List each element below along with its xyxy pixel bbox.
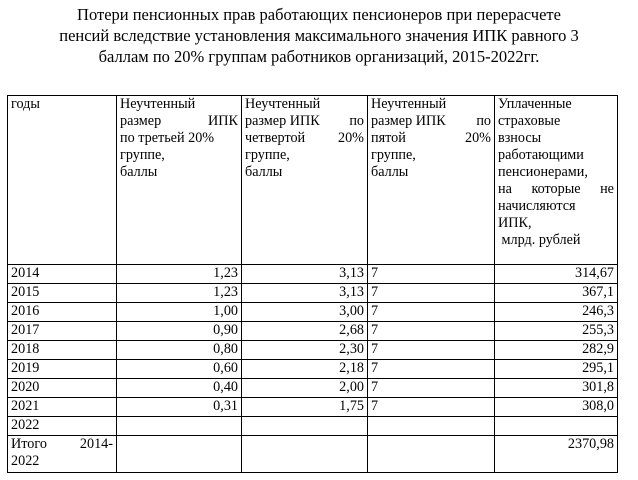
document-title (0, 4, 638, 67)
total-empty-cell (117, 436, 242, 473)
contrib-cell: 301,8 (495, 379, 618, 398)
group3-cell: 0,60 (117, 360, 242, 379)
year-cell: 2014 (8, 265, 117, 284)
group3-cell: 1,23 (117, 284, 242, 303)
year-cell: 2015 (8, 284, 117, 303)
table-row (8, 379, 618, 398)
group3-cell: 0,90 (117, 322, 242, 341)
group5-cell (368, 417, 495, 436)
header-group3: Неучтенный размер ИПК по третьей 20% группе, баллы (117, 96, 242, 265)
group4-cell: 3,13 (242, 284, 368, 303)
group5-cell: 7 (368, 303, 495, 322)
table-header-row (8, 96, 618, 265)
table-row (8, 417, 618, 436)
contrib-cell: 308,0 (495, 398, 618, 417)
contrib-cell: 255,3 (495, 322, 618, 341)
group4-cell: 1,75 (242, 398, 368, 417)
total-empty-cell (242, 436, 368, 473)
table-row (8, 398, 618, 417)
total-label-part2: 2014- (79, 436, 113, 452)
contrib-cell (495, 417, 618, 436)
total-label-cell (8, 436, 117, 473)
group4-cell (242, 417, 368, 436)
title-line-3: баллам по 20% группам работников организаций, 2015-2022гг. (98, 47, 540, 66)
year-cell: 2021 (8, 398, 117, 417)
group3-cell: 1,00 (117, 303, 242, 322)
year-cell: 2020 (8, 379, 117, 398)
header-contributions: Уплаченные страховые взносы работающими пенсионерами, на которые не начисляются ИПК, млрд. рублей (495, 96, 618, 265)
group4-cell: 3,13 (242, 265, 368, 284)
year-cell: 2019 (8, 360, 117, 379)
total-label-part3: 2022 (11, 453, 40, 469)
header-years: годы (8, 96, 117, 265)
group5-cell: 7 (368, 360, 495, 379)
pension-loss-table (7, 95, 618, 473)
group4-cell: 3,00 (242, 303, 368, 322)
total-label-part1: Итого (11, 436, 47, 452)
group4-cell: 2,30 (242, 341, 368, 360)
group3-cell (117, 417, 242, 436)
group5-cell: 7 (368, 322, 495, 341)
header-group5: Неучтенный размер ИПК по пятой 20% группе, баллы (368, 96, 495, 265)
year-cell: 2018 (8, 341, 117, 360)
title-line-2: пенсий вследствие установления максимального значения ИПК равного 3 (59, 26, 579, 45)
year-cell: 2016 (8, 303, 117, 322)
group4-cell: 2,00 (242, 379, 368, 398)
group3-cell: 0,80 (117, 341, 242, 360)
table-row (8, 360, 618, 379)
title-line-1: Потери пенсионных прав работающих пенсионеров при перерасчете (77, 5, 561, 24)
table-row (8, 265, 618, 284)
group4-cell: 2,68 (242, 322, 368, 341)
group3-cell: 0,40 (117, 379, 242, 398)
contrib-cell: 295,1 (495, 360, 618, 379)
year-cell: 2017 (8, 322, 117, 341)
group5-cell: 7 (368, 398, 495, 417)
group5-cell: 7 (368, 284, 495, 303)
header-group4: Неучтенный размер ИПК по четвертой 20% группе, баллы (242, 96, 368, 265)
group5-cell: 7 (368, 265, 495, 284)
group3-cell: 0,31 (117, 398, 242, 417)
contrib-cell: 314,67 (495, 265, 618, 284)
year-cell: 2022 (8, 417, 117, 436)
group3-cell: 1,23 (117, 265, 242, 284)
total-row (8, 436, 618, 473)
contrib-cell: 282,9 (495, 341, 618, 360)
contrib-cell: 367,1 (495, 284, 618, 303)
group5-cell: 7 (368, 379, 495, 398)
total-contrib-cell: 2370,98 (495, 436, 618, 473)
table-row (8, 303, 618, 322)
table-row (8, 284, 618, 303)
total-empty-cell (368, 436, 495, 473)
group5-cell: 7 (368, 341, 495, 360)
contrib-cell: 246,3 (495, 303, 618, 322)
table-row (8, 341, 618, 360)
group4-cell: 2,18 (242, 360, 368, 379)
table-row (8, 322, 618, 341)
